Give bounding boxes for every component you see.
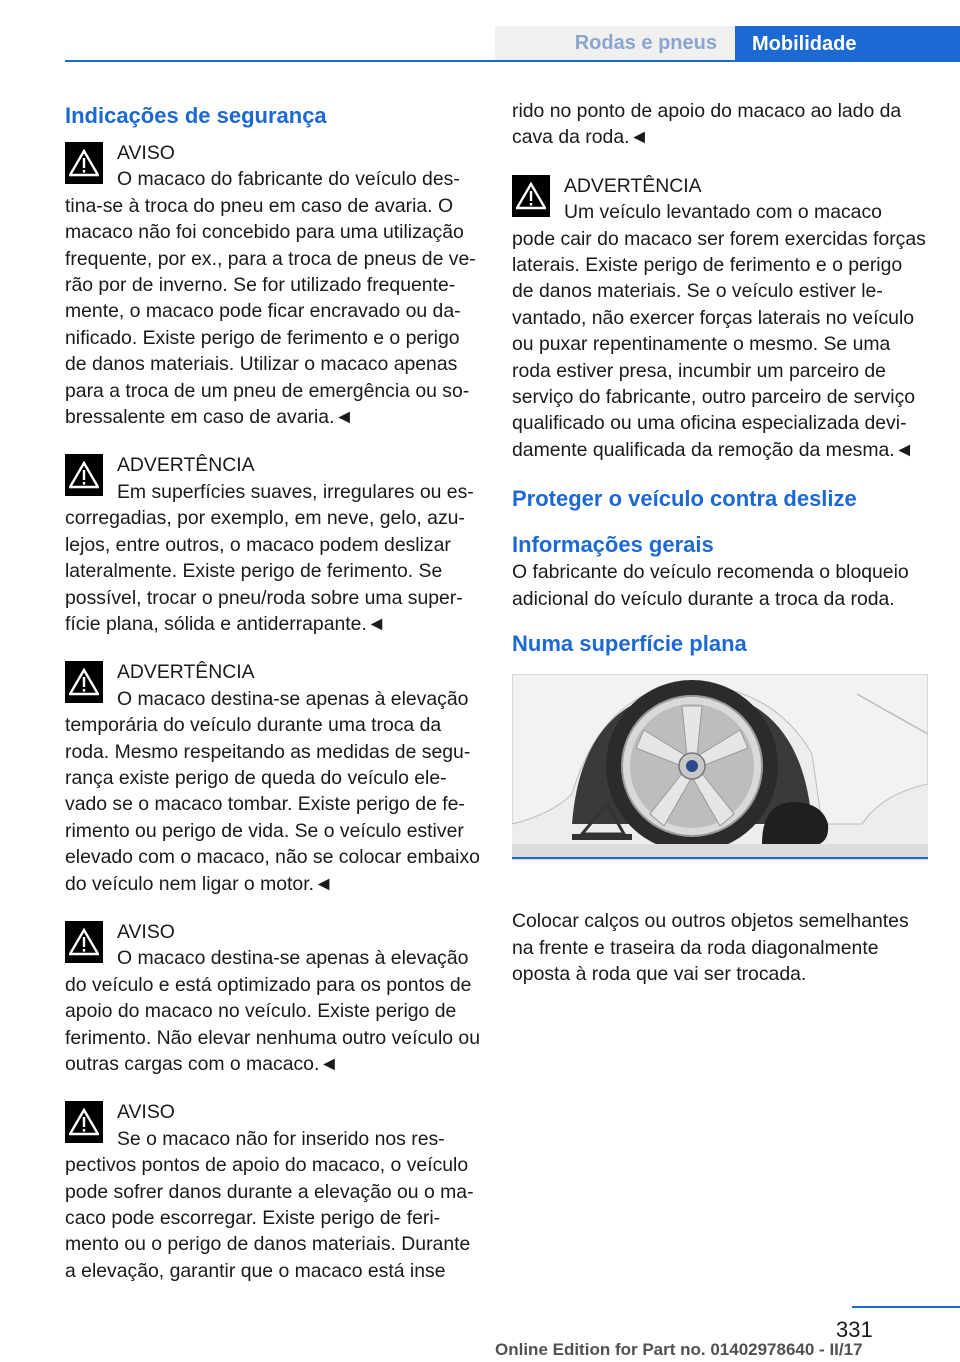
warning-block (65, 919, 481, 1077)
section-tab: Rodas e pneus (495, 26, 735, 60)
header-rule (65, 60, 960, 62)
warning-triangle-icon (65, 142, 103, 184)
body-paragraph: O fabricante do veículo recomenda o bloqueio adicional do veículo durante a troca da roda. (512, 561, 909, 610)
warning-block (65, 659, 481, 897)
warning-triangle-icon (65, 661, 103, 703)
warning-label: AVISO (117, 920, 175, 943)
footer-rule (852, 1306, 960, 1308)
warning-label: ADVERTÊNCIA (117, 661, 255, 684)
warning-block (65, 1099, 481, 1284)
warning-label: AVISO (117, 142, 175, 164)
subsection-heading: Informações gerais (512, 532, 714, 558)
page-header (65, 26, 960, 62)
chapter-tab: Mobilidade (735, 26, 960, 62)
warning-label: ADVERTÊNCIA (564, 174, 702, 197)
warning-label: AVISO (117, 1101, 175, 1124)
warning-text: O macaco do fabricante do veículo destina-se à troca do pneu em caso de avaria. O macaco não foi concebido para uma utilização frequente, por ex., para a troca de pneus de verão por de inverno. Se for utilizado frequentemente, o macaco pode ficar encravado ou danificado. Existe perigo de ferimento e o perigo de danos materiais. Utilizar o macaco apenas para a troca de um pneu de emergência ou sobressalente em caso de avaria.◄ (65, 168, 476, 429)
warning-text: O macaco destina-se apenas à elevação temporária do veículo durante uma troca da roda. Mesmo respeitando as medidas de segurança existe perigo de queda do veículo elevado se o macaco tombar. Existe perigo de ferimento ou perigo de vida. Se o veículo estiver elevado com o macaco, não se colocar embaixo do veículo nem ligar o motor.◄ (65, 687, 480, 895)
warning-text: Em superfícies suaves, irregulares ou escorregadias, por exemplo, em neve, gelo, azulejos, entre outros, o macaco podem deslizar lateralmente. Existe perigo de ferimento. Se possível, trocar o pneu/roda sobre uma superfície plana, sólida e antiderrapante.◄ (65, 480, 474, 635)
subsection-heading: Numa superfície plana (512, 631, 747, 657)
wheel-chock-illustration (512, 674, 928, 860)
body-paragraph: Colocar calços ou outros objetos semelhantes na frente e traseira da roda diagonalmente oposta à roda que vai ser trocada. (512, 910, 909, 985)
warning-triangle-icon (65, 454, 103, 496)
page-number: 331 (836, 1317, 873, 1342)
right-column (512, 98, 928, 987)
continuation-text: rido no ponto de apoio do macaco ao lado da cava da roda.◄ (512, 100, 902, 149)
edition-note: Online Edition for Part no. 01402978640 - II/17 (495, 1340, 863, 1359)
warning-text: Se o macaco não for inserido nos respectivos pontos de apoio do macaco, o veículo pode sofrer danos durante a elevação ou o macaco pode escorregar. Existe perigo de ferimento ou o perigo de danos materiais. Durante a elevação, garantir que o macaco está inse (65, 1127, 474, 1282)
warning-triangle-icon (65, 921, 103, 963)
section-heading: Indicações de segurança (65, 103, 327, 128)
section-heading: Proteger o veículo contra deslize (512, 486, 857, 512)
warning-text: Um veículo levantado com o macaco pode cair do macaco ser forem exercidas forças laterais. Existe perigo de ferimento e o perigo de danos materiais. Se o veículo estiver levantado, não exercer forças laterais no veículo ou puxar repentinamente o mesmo. Se uma roda estiver presa, incumbir um parceiro de serviço do fabricante, outro parceiro de serviço qualificado ou uma oficina especializada devidamente qualificada da remoção da mesma.◄ (512, 201, 926, 461)
warning-text: O macaco destina-se apenas à elevação do veículo e está optimizado para os pontos de apoio do macaco no veículo. Existe perigo de ferimento. Não elevar nenhuma outro veículo ou outras cargas com o macaco.◄ (65, 947, 480, 1075)
warning-label: ADVERTÊNCIA (117, 454, 255, 477)
warning-triangle-icon (512, 175, 550, 217)
warning-block (65, 140, 481, 430)
warning-block (65, 452, 481, 637)
warning-block (512, 173, 928, 463)
left-column (65, 98, 481, 1306)
warning-triangle-icon (65, 1101, 103, 1143)
